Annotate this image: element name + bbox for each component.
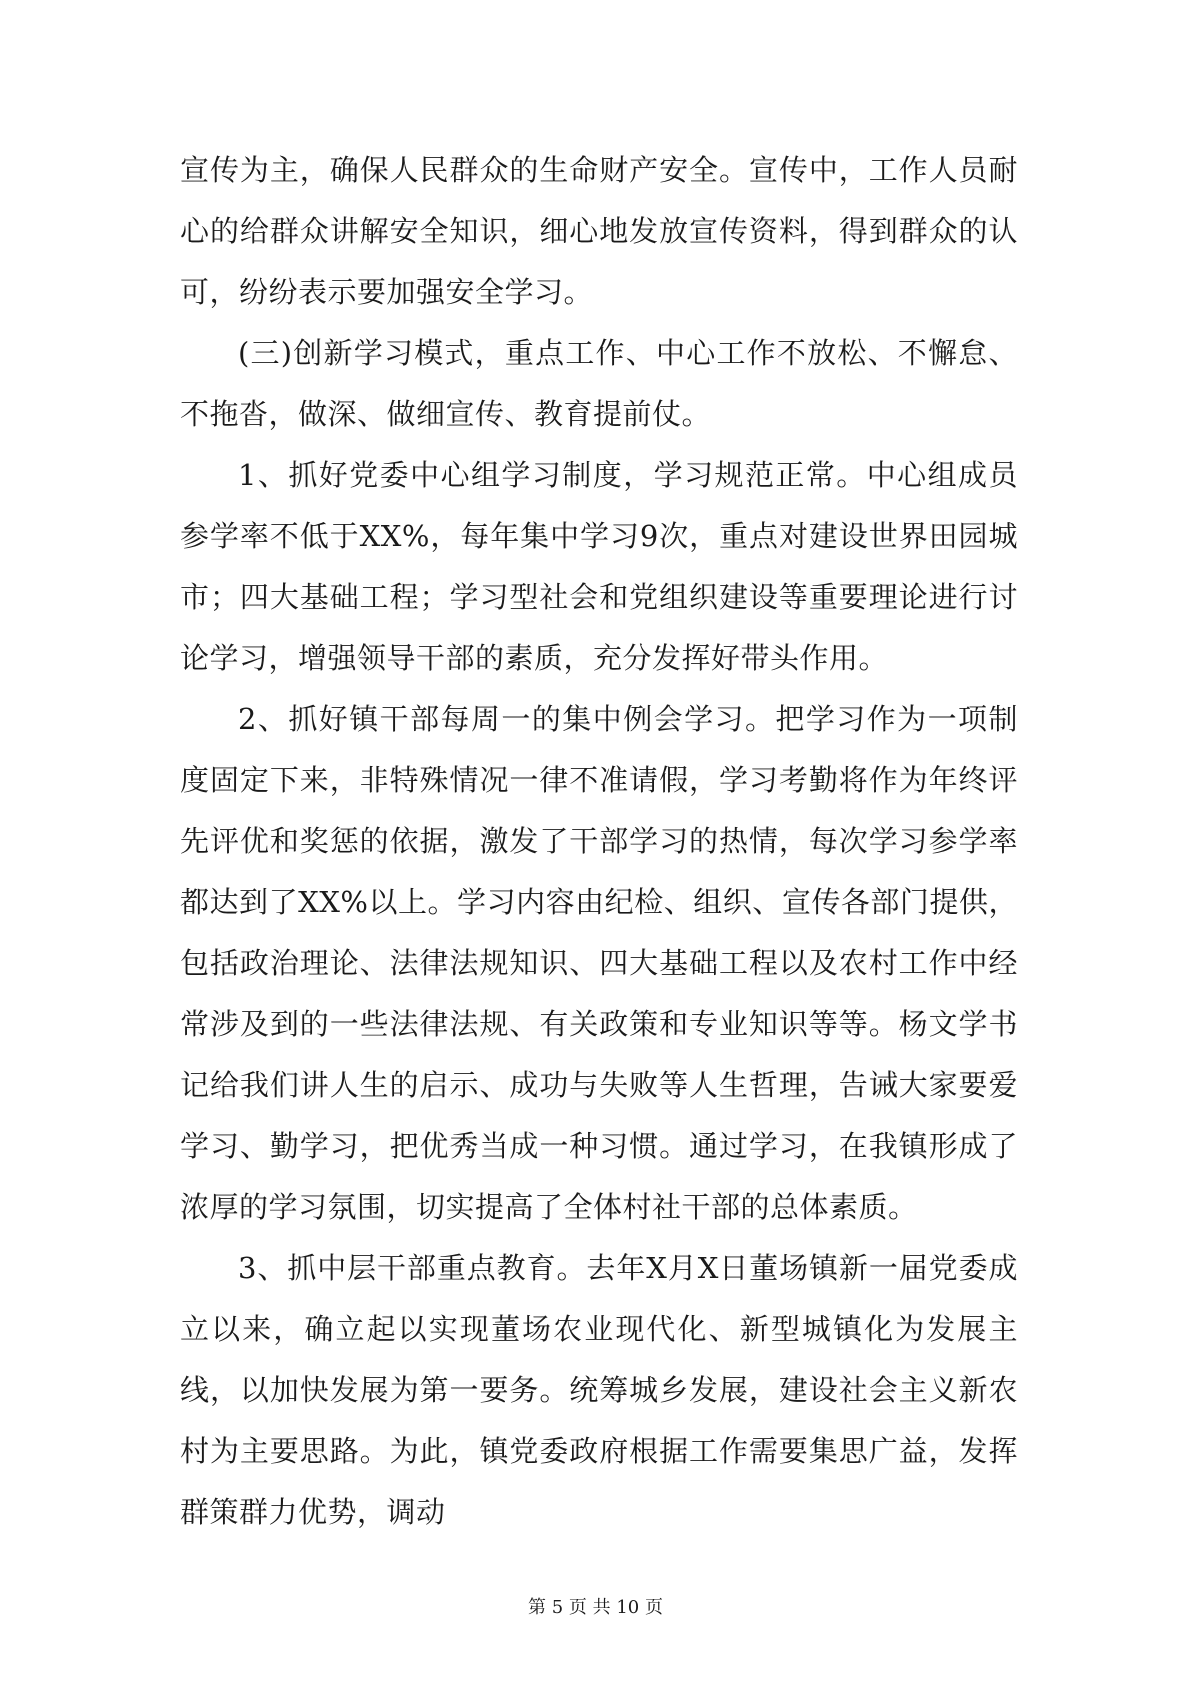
paragraph-item-3: 3、抓中层干部重点教育。去年X月X日董场镇新一届党委成立以来，确立起以实现董场农业现代化、新型城镇化为发展主线，以加快发展为第一要务。统筹城乡发展，建设社会主义新农村为主要思路。为此，镇党委政府根据工作需要集思广益，发挥群策群力优势，调动 [180, 1251, 1018, 1529]
document-body [180, 140, 1018, 1543]
paragraph-item-2: 2、抓好镇干部每周一的集中例会学习。把学习作为一项制度固定下来，非特殊情况一律不准请假，学习考勤将作为年终评先评优和奖惩的依据，激发了干部学习的热情，每次学习参学率都达到了XX%以上。学习内容由纪检、组织、宣传各部门提供，包括政治理论、法律法规知识、四大基础工程以及农村工作中经常涉及到的一些法律法规、有关政策和专业知识等等。杨文学书记给我们讲人生的启示、成功与失败等人生哲理，告诫大家要爱学习、勤学习，把优秀当成一种习惯。通过学习，在我镇形成了浓厚的学习氛围，切实提高了全体村社干部的总体素质。 [180, 702, 1018, 1224]
paragraph-continuation: 宣传为主，确保人民群众的生命财产安全。宣传中，工作人员耐心的给群众讲解安全知识，细心地发放宣传资料，得到群众的认可，纷纷表示要加强安全学习。 [180, 153, 1018, 309]
page-number-footer: 第 5 页 共 10 页 [528, 1597, 663, 1618]
paragraph-section-three: (三)创新学习模式，重点工作、中心工作不放松、不懈怠、不拖沓，做深、做细宣传、教育提前仗。 [180, 336, 1018, 431]
paragraph-item-1: 1、抓好党委中心组学习制度，学习规范正常。中心组成员参学率不低于XX%，每年集中学习9次，重点对建设世界田园城市；四大基础工程；学习型社会和党组织建设等重要理论进行讨论学习，增强领导干部的素质，充分发挥好带头作用。 [180, 458, 1018, 675]
